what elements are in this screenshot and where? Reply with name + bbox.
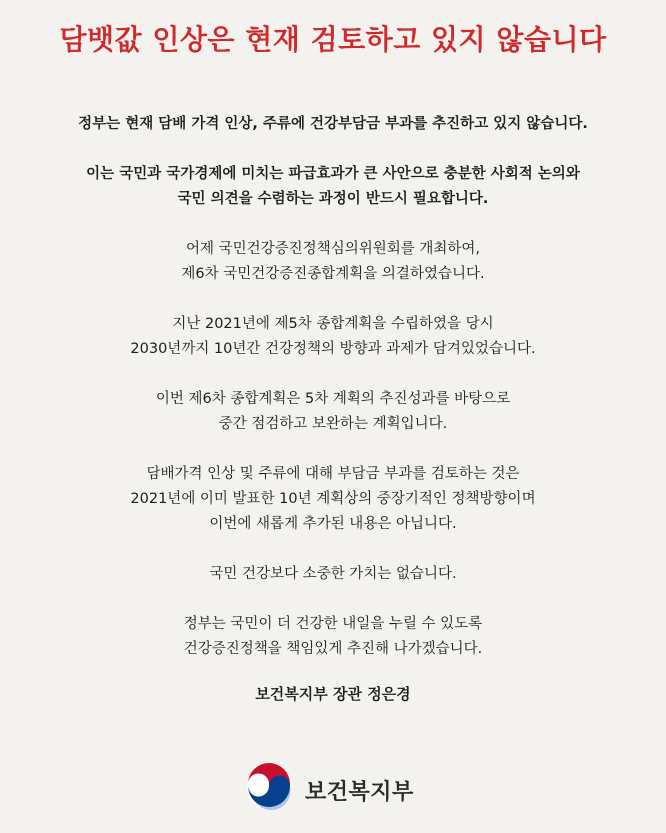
logo-text: 보건복지부 [305, 779, 414, 805]
paragraph-1 [0, 112, 666, 137]
paragraph-line: 정부는 국민이 더 건강한 내일을 누릴 수 있도록 [183, 616, 483, 632]
paragraph-line: 정부는 현재 담배 가격 인상, 주류에 건강부담금 부과를 추진하고 있지 않습니다. [78, 116, 588, 132]
paragraph-line: 어제 국민건강증진정책심의위원회를 개최하여, [186, 241, 480, 257]
paragraph-3 [0, 237, 666, 287]
paragraph-8 [0, 612, 666, 662]
taegeuk-emblem-icon [243, 762, 295, 818]
paragraph-line: 이번에 새롭게 추가된 내용은 아닙니다. [209, 516, 457, 532]
paragraph-line: 이는 국민과 국가경제에 미치는 파급효과가 큰 사안으로 충분한 사회적 논의와 [86, 166, 580, 182]
paragraph-line: 중간 점검하고 보완하는 계획입니다. [218, 416, 448, 432]
paragraph-line: 2021년에 이미 발표한 10년 계획상의 중장기적인 정책방향이며 [130, 491, 536, 507]
signature: 보건복지부 장관 정은경 [255, 685, 411, 703]
paragraph-4 [0, 312, 666, 362]
paragraph-line: 제6차 국민건강증진종합계획을 의결하였습니다. [181, 266, 485, 282]
paragraph-6 [0, 462, 666, 537]
paragraph-line: 이번 제6차 종합계획은 5차 계획의 추진성과를 바탕으로 [155, 391, 511, 407]
paragraph-line: 국민 의견을 수렴하는 과정이 반드시 필요합니다. [177, 191, 489, 207]
paragraph-7 [0, 562, 666, 587]
paragraph-line: 지난 2021년에 제5차 종합계획을 수립하였을 당시 [172, 316, 494, 332]
paragraph-5 [0, 387, 666, 437]
ministry-logo [243, 762, 414, 818]
statement-body [0, 112, 666, 687]
paragraph-2 [0, 162, 666, 212]
paragraph-line: 2030년까지 10년간 건강정책의 방향과 과제가 담겨있었습니다. [130, 341, 536, 357]
paragraph-line: 담배가격 인상 및 주류에 대해 부담금 부과를 검토하는 것은 [146, 466, 520, 482]
paragraph-line: 건강증진정책을 책임있게 추진해 나가겠습니다. [183, 641, 483, 657]
paragraph-line: 국민 건강보다 소중한 가치는 없습니다. [209, 566, 457, 582]
page-title: 담뱃값 인상은 현재 검토하고 있지 않습니다 [59, 23, 607, 56]
